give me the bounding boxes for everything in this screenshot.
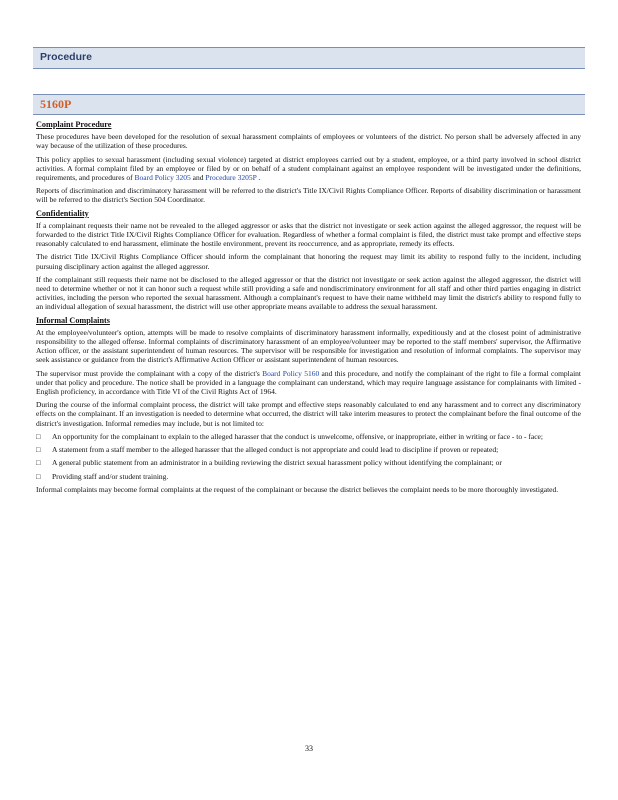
- procedure-header-title: Procedure: [40, 51, 92, 63]
- document-body: [36, 120, 581, 498]
- complaint-procedure-para-2: This policy applies to sexual harassment (including sexual violence) targeted at district employees carried out by a student, employee, or a third party involved in school district activities. A formal complaint filed by an employee or filed by or on behalf of a student complainant against an employee respondent will be investigated under the definitions, requirements, and procedures of Board Policy 3205 and Procedure 3205P .: [36, 154, 581, 183]
- informal-complaints-heading: Informal Complaints: [36, 315, 110, 325]
- informal-complaints-para-3: During the course of the informal complaint process, the district will take prompt and effective steps reasonably calculated to end any harassment and to correct any discriminatory effects on the complainant. If an investigation is needed to determine what occurred, the district will take interim measures to protect the complainant before the final outcome of the district's investigation. Informal remedies may include, but is not limited to:: [36, 400, 581, 428]
- informal-complaints-para-4: Informal complaints may become formal complaints at the request of the complainant or because the district believes the complaint needs to be more thoroughly investigated.: [36, 484, 559, 494]
- list-item: □ A general public statement from an administrator in a building reviewing the district sexual harassment policy without identifying the complainant; or: [36, 458, 502, 468]
- procedure-header-band: [33, 47, 585, 69]
- page-number: 33: [305, 744, 313, 753]
- list-item: □ A statement from a staff member to the alleged harasser that the alleged conduct is not appropriate and could lead to discipline if proven or repeated;: [36, 445, 499, 455]
- checkbox-bullet-icon: □: [36, 445, 41, 455]
- complaint-procedure-para-1: These procedures have been developed for the resolution of sexual harassment complaints of employees or volunteers of the district. No person shall be adversely affected in any way because of the utilization of these procedures.: [36, 132, 581, 151]
- complaint-procedure-para-3: Reports of discrimination and discriminatory harassment will be referred to the district's Title IX/Civil Rights Compliance Officer. Reports of disability discrimination or harassment will be referred to the district's Section 504 Coordinator.: [36, 186, 581, 205]
- checkbox-bullet-icon: □: [36, 471, 41, 481]
- checkbox-bullet-icon: □: [36, 458, 41, 468]
- confidentiality-heading: Confidentiality: [36, 208, 89, 218]
- confidentiality-para-3: If the complainant still requests their name not be disclosed to the alleged aggressor or that the district not investigate or seek action against the alleged aggressor, the district will need to determine whether or not it can honor such a request while still providing a safe and nondiscriminatory environment for all staff and other third parties engaging in district activities, including the person who reported the sexual harassment. Although a complainant's request to have their name withheld may limit the district's ability to respond fully to an individual allegation of sexual harassment, the district will use other appropriate means available to address the sexual harassment.: [36, 274, 581, 312]
- list-item: □ An opportunity for the complainant to explain to the alleged harasser that the conduct is unwelcome, offensive, or inappropriate, either in writing or face - to - face;: [36, 431, 543, 441]
- checkbox-bullet-icon: □: [36, 431, 41, 441]
- complaint-procedure-heading: Complaint Procedure: [36, 120, 112, 129]
- policy-code-band: [33, 94, 585, 115]
- board-policy-3205-link[interactable]: Board Policy 3205: [134, 173, 191, 183]
- confidentiality-para-1: If a complainant requests their name not be revealed to the alleged aggressor or asks that the district not investigate or seek action against the alleged aggressor, the request will be forwarded to the district Title IX/Civil Rights Compliance Officer for evaluation. Regardless of whether a formal complaint is filed, the district must take prompt and effective steps reasonably calculated to end harassment, eliminate the hostile environment, prevent its reoccurrence, and as appropriate, remedy its effects.: [36, 220, 581, 249]
- informal-complaints-para-2: The supervisor must provide the complainant with a copy of the district's Board Policy 5160 and this procedure, and notify the complainant of the right to file a formal complaint under that policy and procedure. The notice shall be provided in a language the complainant can understand, which may require language assistance for complainants with limited - English proficiency, in accordance with Title VI of the Civil Rights Act of 1964.: [36, 368, 582, 397]
- confidentiality-para-2: The district Title IX/Civil Rights Compliance Officer should inform the complainant that honoring the request may limit its ability to respond fully to the incident, including pursuing disciplinary action against the alleged aggressor.: [36, 252, 581, 271]
- informal-complaints-para-1: At the employee/volunteer's option, attempts will be made to resolve complaints of discriminatory harassment informally, expeditiously and at the closest point of administrative responsibility to the alleged offense. Informal complaints of discriminatory harassment of an employee/volunteer may be reported to the staff members' supervisor, the Affirmative Action officer, or the assistant superintendent of human resources. The supervisor will be responsible for investigation and resolution of informal complaints. The supervisor may seek assistance or guidance from the district's Affirmative Action Officer or assistant superintendent of human resources.: [36, 327, 581, 365]
- procedure-3205p-link[interactable]: Procedure 3205P: [205, 173, 257, 183]
- policy-code: 5160P: [40, 97, 72, 111]
- informal-remedies-list: [36, 432, 581, 481]
- board-policy-5160-link[interactable]: Board Policy 5160: [262, 368, 320, 378]
- list-item: □ Providing staff and/or student training.: [36, 471, 169, 481]
